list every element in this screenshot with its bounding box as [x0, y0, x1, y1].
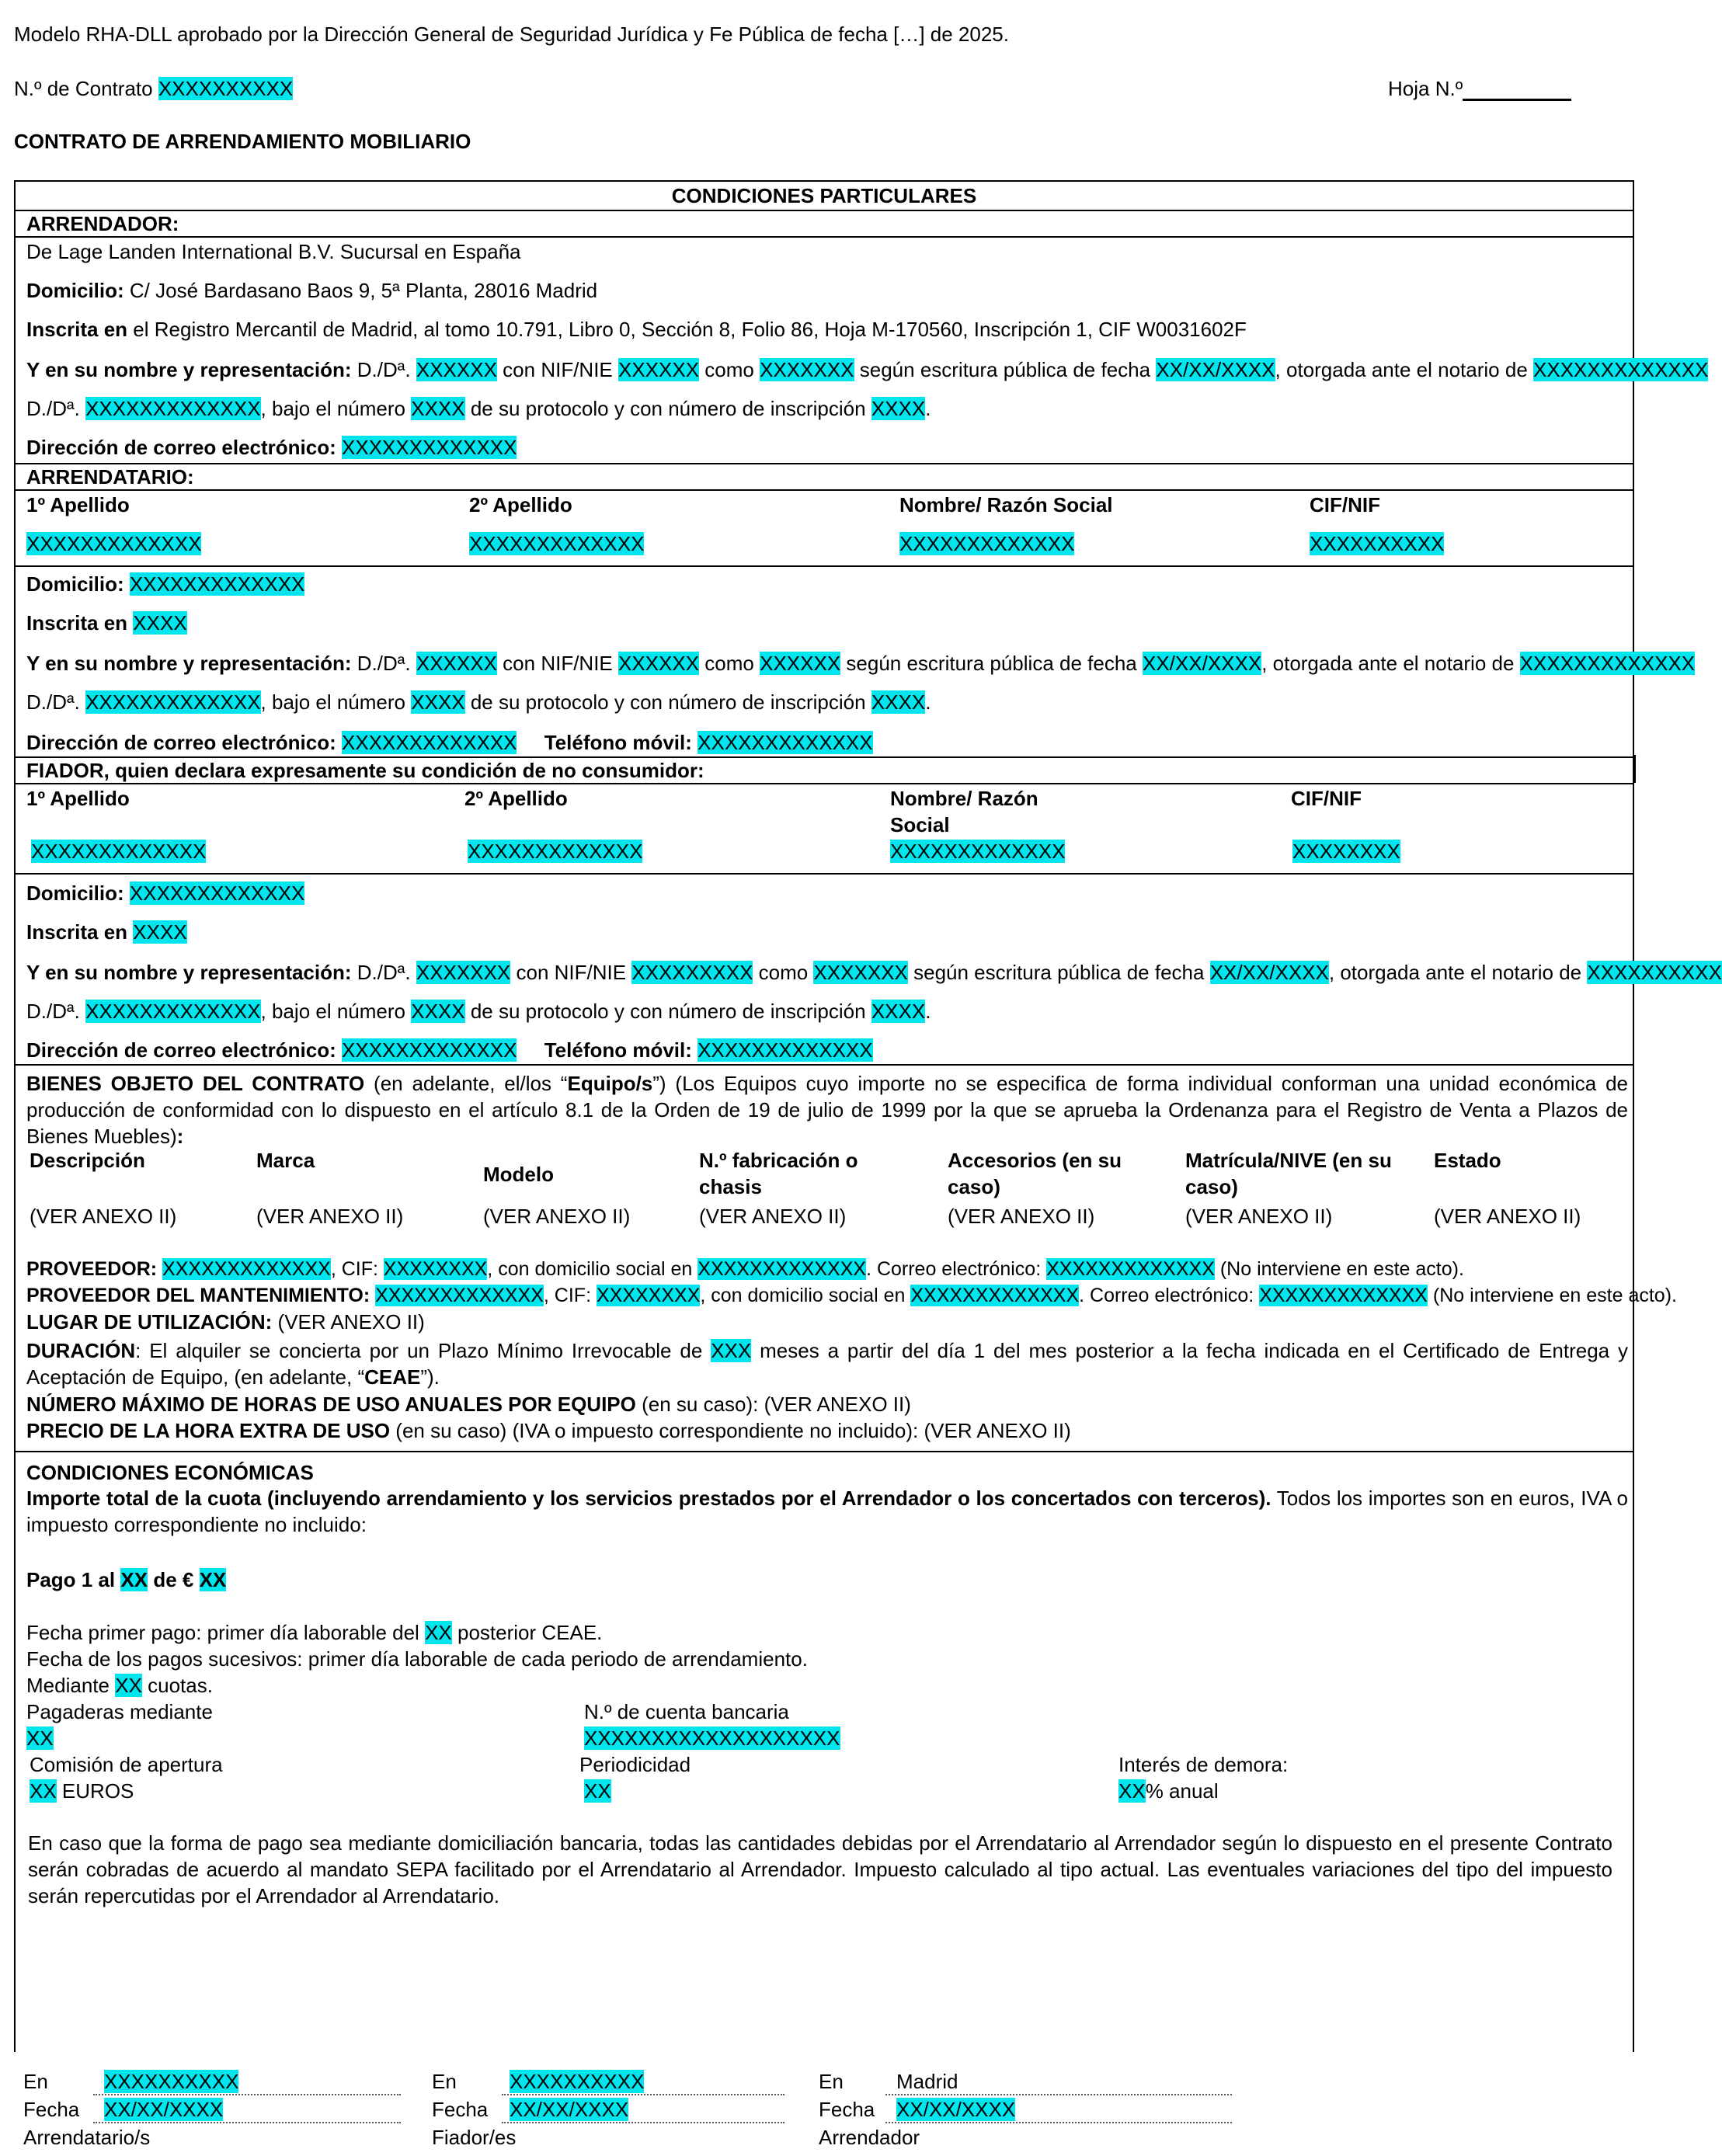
document-title: CONTRATO DE ARRENDAMIENTO MOBILIARIO — [14, 130, 471, 153]
contract-number-label: N.º de Contrato — [14, 77, 153, 100]
divider — [14, 489, 1634, 491]
representation-text: según escritura pública de fecha — [846, 652, 1137, 675]
payment-text: Pago 1 al — [26, 1568, 116, 1591]
goods-value-model: (VER ANEXO II) — [483, 1205, 631, 1228]
supplier-text: , con domicilio social en — [487, 1258, 693, 1280]
divider — [14, 873, 1634, 875]
field-value[interactable]: XXXXXXXXXX — [1310, 532, 1445, 555]
particular-conditions-title: CONDICIONES PARTICULARES — [671, 184, 977, 207]
supplier-line — [26, 1257, 1464, 1281]
first-payment-text: posterior CEAE. — [457, 1621, 603, 1644]
guarantor-cif-field[interactable] — [1292, 839, 1400, 864]
divider — [14, 463, 1634, 464]
representation-text: D./Dª. — [357, 358, 411, 381]
goods-text: : — [176, 1125, 184, 1148]
goods-col-plate: Matrícula/NIVE (en su — [1185, 1149, 1392, 1172]
representative-role-field[interactable]: XXXXXX — [760, 652, 841, 675]
supplier-email-field[interactable]: XXXXXXXXXXXXX — [1046, 1258, 1215, 1280]
lessor-place-value: Madrid — [896, 2070, 958, 2093]
late-interest-label: Interés de demora: — [1118, 1753, 1289, 1776]
lessee-place-label: En — [23, 2070, 48, 2093]
lessor-date-field[interactable] — [896, 2097, 1015, 2122]
goods-col-serial-cont: chasis — [699, 1175, 762, 1198]
phone-field[interactable]: XXXXXXXXXXXXX — [697, 731, 873, 754]
sheet-number-label: Hoja N.º — [1388, 77, 1463, 100]
goods-col-plate-cont: caso) — [1185, 1175, 1238, 1198]
lessor-email — [26, 435, 517, 460]
guarantor-contact — [26, 1038, 873, 1062]
address-value: C/ José Bardasano Baos 9, 5ª Planta, 28016 Madrid — [129, 279, 598, 302]
goods-value-plate: (VER ANEXO II) — [1185, 1205, 1333, 1228]
field-value[interactable]: XXXXXXXXXXXXX — [31, 840, 207, 863]
first-payment-date — [26, 1620, 602, 1645]
email-label: Dirección de correo electrónico: — [26, 1038, 336, 1062]
address-field[interactable]: XXXXXXXXXXXXX — [129, 882, 305, 905]
payment-amount-field[interactable]: XX — [199, 1568, 227, 1591]
bank-account-field[interactable] — [584, 1726, 840, 1751]
late-interest — [1118, 1779, 1219, 1803]
goods-col-status: Estado — [1434, 1149, 1501, 1172]
usage-location — [26, 1309, 425, 1334]
representation-text: D./Dª. — [357, 652, 411, 675]
field-value[interactable]: XXXXXXXXXXXXX — [899, 532, 1075, 555]
representation-text: según escritura pública de fecha — [859, 358, 1151, 381]
registry-label: Inscrita en — [26, 920, 128, 944]
field-value[interactable]: XXXXXXXXXXXXX — [468, 840, 643, 863]
duration-term: CEAE — [364, 1365, 421, 1389]
signature-line — [93, 2094, 401, 2095]
protocol-number-field[interactable]: XXXX — [411, 1000, 465, 1023]
supplier-label: PROVEEDOR: — [26, 1258, 158, 1280]
table-top-border — [14, 180, 1634, 182]
guarantor-date-label: Fecha — [432, 2098, 489, 2121]
signature-line — [885, 2122, 1232, 2123]
deed-date-field[interactable]: XX/XX/XXXX — [1156, 358, 1275, 381]
registry-label: Inscrita en — [26, 611, 128, 635]
representation-text: . — [925, 1000, 931, 1023]
email-label: Dirección de correo electrónico: — [26, 731, 336, 754]
duration-text: Equipo, (en adelante, “ — [160, 1365, 365, 1389]
late-interest-unit: % anual — [1145, 1779, 1219, 1803]
representation-text: , bajo el número — [260, 690, 405, 714]
payment-text: de € — [153, 1568, 194, 1591]
lessee-representation-continued — [26, 690, 931, 715]
representation-text: , bajo el número — [260, 397, 405, 420]
lessee-registry — [26, 610, 187, 635]
supplier-text: . Correo electrónico: — [866, 1258, 1042, 1280]
goods-value-brand: (VER ANEXO II) — [256, 1205, 404, 1228]
first-payment-field[interactable]: XX — [425, 1621, 452, 1644]
representative-nif-field[interactable]: XXXXXX — [618, 652, 700, 675]
guarantor-address — [26, 881, 304, 906]
maintenance-text: (No interviene en este acto). — [1432, 1285, 1677, 1306]
payment-1-line — [26, 1567, 226, 1592]
duration-label: DURACIÓN — [26, 1339, 136, 1362]
maintenance-text: . Correo electrónico: — [1079, 1285, 1254, 1306]
subsequent-payments-date: Fecha de los pagos sucesivos: primer día laborable de cada periodo de arrendamiento. — [26, 1647, 808, 1671]
field-value[interactable]: XXXXXXXXXX — [510, 2070, 645, 2093]
fee-amount-description — [26, 1485, 1628, 1538]
representation-text: con NIF/NIE — [503, 358, 613, 381]
representation-label: Y en su nombre y representación: — [26, 358, 352, 381]
representative-role-field[interactable]: XXXXXXX — [760, 358, 854, 381]
representation-text: D./Dª. — [26, 397, 80, 420]
goods-text: (en adelante, el/los “ — [374, 1072, 568, 1095]
extra-hour-price-value: (en su caso) (IVA o impuesto correspondiente no incluido): (VER ANEXO II) — [395, 1419, 1071, 1442]
maintenance-supplier-line — [26, 1283, 1677, 1308]
signature-line — [502, 2094, 784, 2095]
opening-fee-label: Comisión de apertura — [30, 1753, 223, 1776]
field-value[interactable]: XXXXXXXXXX — [104, 2070, 239, 2093]
representation-text: como — [704, 358, 754, 381]
representation-text: según escritura pública de fecha — [913, 961, 1205, 984]
goods-col-serial: N.º fabricación o — [699, 1149, 858, 1172]
representation-text: de su protocolo y con número de inscripción — [470, 397, 866, 420]
extra-hour-price-label: PRECIO DE LA HORA EXTRA DE USO — [26, 1419, 391, 1442]
model-approval-line: Modelo RHA-DLL aprobado por la Dirección General de Seguridad Jurídica y Fe Pública de fecha […] de 2025. — [14, 23, 1009, 46]
max-hours-line — [26, 1392, 911, 1417]
goods-col-model: Modelo — [483, 1163, 554, 1186]
lessee-surname1-field[interactable] — [26, 531, 201, 556]
representation-text: de su protocolo y con número de inscripción — [470, 1000, 866, 1023]
signature-line — [885, 2094, 1232, 2095]
goods-value-accessories: (VER ANEXO II) — [948, 1205, 1095, 1228]
lessee-heading: ARRENDATARIO: — [26, 465, 194, 489]
first-payment-text: Fecha primer pago: primer día laborable del — [26, 1621, 419, 1644]
protocol-number-field[interactable]: XXXX — [411, 397, 465, 420]
notary-name-field[interactable]: XXXXXXXXXXXXX — [85, 397, 261, 420]
lessee-cif-field[interactable] — [1310, 531, 1444, 556]
field-value[interactable]: XX/XX/XXXX — [104, 2098, 224, 2121]
periodicity-field[interactable] — [584, 1779, 611, 1803]
lessor-registry — [26, 317, 1247, 342]
guarantor-heading: FIADOR, quien declara expresamente su condición de no consumidor: — [26, 759, 704, 782]
lessee-representation — [26, 651, 1695, 676]
email-field[interactable]: XXXXXXXXXXXXX — [342, 731, 517, 754]
goods-value-status: (VER ANEXO II) — [1434, 1205, 1581, 1228]
phone-label: Teléfono móvil: — [544, 1038, 692, 1062]
inscription-number-field[interactable]: XXXX — [871, 690, 926, 714]
usage-location-value: (VER ANEXO II) — [277, 1310, 425, 1334]
representation-text: , otorgada ante el notario de — [1275, 358, 1528, 381]
guarantor-col-name: Nombre/ Razón — [890, 787, 1038, 810]
goods-text: ”) (Los Equipos cuyo importe no se especifica de forma individual conforman una unidad económica de producción de conformidad con lo dispuesto en el artículo 8.1 de la Orden de 19 de julio de 1999 por la que se aprueba la Ordenanza para el Registro de Venta a Plazos de Bienes Muebles) — [26, 1072, 1629, 1148]
representation-text: con NIF/NIE — [516, 961, 627, 984]
maintenance-name-field[interactable]: XXXXXXXXXXXXX — [375, 1285, 544, 1306]
registry-value: el Registro Mercantil de Madrid, al tomo 10.791, Libro 0, Sección 8, Folio 86, Hoja M-170560, Inscripción 1, CIF W0031602F — [133, 318, 1247, 341]
representation-label: Y en su nombre y representación: — [26, 961, 352, 984]
installments-text: cuotas. — [148, 1674, 213, 1697]
economic-conditions-heading: CONDICIONES ECONÓMICAS — [26, 1461, 314, 1484]
guarantor-surname2-field[interactable] — [468, 839, 642, 864]
opening-fee-field[interactable]: XX — [30, 1779, 57, 1803]
duration-months-field[interactable]: XXX — [711, 1339, 752, 1362]
lessee-date-label: Fecha — [23, 2098, 80, 2121]
guarantor-col-name-cont: Social — [890, 813, 950, 836]
sepa-clause: En caso que la forma de pago sea mediante domiciliación bancaria, todas las cantidades debidas por el Arrendatario al Arrendador según lo dispuesto en el presente Contrato serán cobradas de acuerdo al mandato SEPA facilitado por el Arrendatario al Arrendador. Impuesto calculado al tipo actual. Las eventuales variaciones del tipo del impuesto serán repercutidas por el Arrendador al Arrendatario. — [28, 1831, 1612, 1907]
protocol-number-field[interactable]: XXXX — [411, 690, 465, 714]
divider — [14, 783, 1634, 784]
duration-clause — [26, 1337, 1628, 1390]
representation-text: . — [925, 397, 931, 420]
periodicity-label: Periodicidad — [579, 1753, 691, 1776]
representation-text: como — [758, 961, 809, 984]
guarantor-col-surname1: 1º Apellido — [26, 787, 130, 810]
field-value[interactable]: XX — [584, 1779, 611, 1803]
lessor-representation-continued — [26, 396, 931, 421]
lessee-col-name: Nombre/ Razón Social — [899, 493, 1113, 516]
field-value[interactable]: XXXXXXXXXXXXXXXXXXX — [584, 1727, 840, 1750]
registry-label: Inscrita en — [26, 318, 128, 341]
representative-nif-field[interactable]: XXXXXX — [618, 358, 700, 381]
representation-text: con NIF/NIE — [503, 652, 613, 675]
representative-name-field[interactable]: XXXXXX — [416, 358, 497, 381]
supplier-text: , CIF: — [330, 1258, 378, 1280]
maintenance-email-field[interactable]: XXXXXXXXXXXXX — [1259, 1285, 1428, 1306]
field-value[interactable]: XX/XX/XXXX — [896, 2098, 1016, 2121]
notary-field[interactable]: XXXXXXXXXX — [1587, 961, 1722, 984]
divider — [14, 1451, 1634, 1452]
maintenance-label: PROVEEDOR DEL MANTENIMIENTO: — [26, 1285, 370, 1306]
field-value[interactable]: XX — [26, 1727, 54, 1750]
address-label: Domicilio: — [26, 279, 124, 302]
lessee-col-surname1: 1º Apellido — [26, 493, 130, 516]
guarantor-representation — [26, 960, 1722, 985]
lessor-signature-role: Arrendador — [819, 2126, 920, 2149]
fee-amount-text: Todos los importes son en euros, IVA o impuesto correspondiente no incluido: — [26, 1487, 1629, 1536]
representation-text: como — [704, 652, 754, 675]
duration-text: : El alquiler se concierta por un Plazo Mínimo Irrevocable de — [135, 1339, 703, 1362]
maintenance-text: , CIF: — [543, 1285, 592, 1306]
late-interest-field[interactable]: XX — [1118, 1779, 1146, 1803]
installments-text: Mediante — [26, 1674, 110, 1697]
maintenance-address-field[interactable]: XXXXXXXXXXXXX — [910, 1285, 1080, 1306]
email-label: Dirección de correo electrónico: — [26, 436, 336, 459]
payment-method-label: Pagaderas mediante — [26, 1700, 213, 1723]
registry-field[interactable]: XXXX — [133, 611, 187, 635]
phone-label: Teléfono móvil: — [544, 731, 692, 754]
representation-text: , otorgada ante el notario de — [1328, 961, 1582, 984]
notary-field[interactable]: XXXXXXXXXXXXX — [1519, 652, 1696, 675]
sheet-number-field[interactable] — [1463, 78, 1571, 101]
representation-text: . — [925, 690, 931, 714]
representation-text: D./Dª. — [26, 1000, 80, 1023]
supplier-text: (No interviene en este acto). — [1219, 1258, 1464, 1280]
deed-date-field[interactable]: XX/XX/XXXX — [1209, 961, 1329, 984]
notary-name-field[interactable]: XXXXXXXXXXXXX — [85, 1000, 261, 1023]
goods-value-serial: (VER ANEXO II) — [699, 1205, 847, 1228]
duration-text: ”). — [420, 1365, 440, 1389]
guarantor-col-cif: CIF/NIF — [1291, 787, 1362, 810]
phone-field[interactable]: XXXXXXXXXXXXX — [697, 1038, 873, 1062]
address-field[interactable]: XXXXXXXXXXXXX — [129, 572, 305, 596]
guarantor-place-field[interactable] — [510, 2069, 644, 2094]
contract-number-value[interactable]: XXXXXXXXXX — [158, 77, 294, 100]
divider — [14, 1064, 1634, 1066]
guarantor-representation-continued — [26, 999, 931, 1024]
table-right-border — [1633, 180, 1634, 2052]
goods-value-description: (VER ANEXO II) — [30, 1205, 177, 1228]
guarantor-place-label: En — [432, 2070, 457, 2093]
inscription-number-field[interactable]: XXXX — [871, 1000, 926, 1023]
max-hours-label: NÚMERO MÁXIMO DE HORAS DE USO ANUALES POR EQUIPO — [26, 1393, 636, 1416]
inscription-number-field[interactable]: XXXX — [871, 397, 926, 420]
goods-description — [26, 1070, 1628, 1149]
payment-period-field[interactable]: XX — [120, 1568, 148, 1591]
field-value[interactable]: XXXXXXXXXXXXX — [26, 532, 202, 555]
representation-text: D./Dª. — [357, 961, 411, 984]
opening-fee — [30, 1779, 134, 1803]
divider — [14, 565, 1634, 567]
divider — [14, 236, 1634, 238]
representation-text: de su protocolo y con número de inscripción — [470, 690, 866, 714]
representative-role-field[interactable]: XXXXXXX — [813, 961, 908, 984]
representation-text: , otorgada ante el notario de — [1261, 652, 1515, 675]
contract-number — [14, 76, 293, 101]
field-value[interactable]: XXXXXXXXXXXXX — [890, 840, 1066, 863]
lessor-representation — [26, 357, 1708, 382]
lessor-name: De Lage Landen International B.V. Sucursal en España — [26, 240, 521, 263]
guarantor-col-surname2: 2º Apellido — [464, 787, 568, 810]
maintenance-cif-field[interactable]: XXXXXXXX — [596, 1285, 701, 1306]
field-value[interactable]: XXXXXXXXXXXXX — [469, 532, 645, 555]
payment-method-field[interactable] — [26, 1726, 54, 1751]
signature-line — [502, 2122, 784, 2123]
table-left-border — [14, 180, 16, 2052]
notary-name-field[interactable]: XXXXXXXXXXXXX — [85, 690, 261, 714]
maintenance-text: , con domicilio social en — [700, 1285, 906, 1306]
lessee-signature-role: Arrendatario/s — [23, 2126, 151, 2149]
lessee-place-field[interactable] — [104, 2069, 238, 2094]
duration-text: meses a partir del día 1 del mes posterior a la fecha indicada en el Certificado de Entrega y Aceptación de — [26, 1339, 1629, 1389]
divider — [14, 210, 1634, 211]
supplier-name-field[interactable]: XXXXXXXXXXXXX — [162, 1258, 331, 1280]
guarantor-signature-role: Fiador/es — [432, 2126, 517, 2149]
goods-heading: BIENES OBJETO DEL CONTRATO — [26, 1072, 365, 1095]
installments-count-field[interactable]: XX — [115, 1674, 142, 1697]
usage-location-label: LUGAR DE UTILIZACIÓN: — [26, 1310, 273, 1334]
supplier-cif-field[interactable]: XXXXXXXX — [383, 1258, 488, 1280]
signature-line — [93, 2122, 401, 2123]
lessor-place-label: En — [819, 2070, 844, 2093]
email-field[interactable]: XXXXXXXXXXXXX — [342, 436, 517, 459]
field-value[interactable]: XXXXXXXX — [1292, 840, 1400, 863]
opening-fee-unit: EUROS — [61, 1779, 134, 1803]
extra-hour-price-line — [26, 1418, 1071, 1443]
lessee-date-field[interactable] — [104, 2097, 223, 2122]
guarantor-registry — [26, 920, 187, 944]
lessor-address — [26, 278, 597, 303]
lessor-date-label: Fecha — [819, 2098, 875, 2121]
fee-amount-title: Importe total de la cuota (incluyendo arrendamiento y los servicios prestados por el Arrendador o los concertados con terceros). — [26, 1487, 1271, 1510]
margin-mark — [1634, 755, 1636, 783]
representation-text: , bajo el número — [260, 1000, 405, 1023]
representation-label: Y en su nombre y representación: — [26, 652, 352, 675]
installments-line — [26, 1673, 213, 1698]
representative-name-field[interactable]: XXXXXX — [416, 652, 497, 675]
guarantor-name-field[interactable] — [890, 839, 1065, 864]
lessee-col-cif: CIF/NIF — [1310, 493, 1380, 516]
representative-name-field[interactable]: XXXXXXX — [416, 961, 511, 984]
lessee-surname2-field[interactable] — [469, 531, 644, 556]
lessee-contact — [26, 730, 873, 755]
registry-field[interactable]: XXXX — [133, 920, 187, 944]
max-hours-value: (en su caso): (VER ANEXO II) — [642, 1393, 911, 1416]
goods-col-accessories: Accesorios (en su — [948, 1149, 1122, 1172]
lessee-col-surname2: 2º Apellido — [469, 493, 572, 516]
representation-text: D./Dª. — [26, 690, 80, 714]
address-label: Domicilio: — [26, 572, 124, 596]
address-label: Domicilio: — [26, 882, 124, 905]
lessee-address — [26, 572, 304, 596]
goods-term: Equipo/s — [567, 1072, 653, 1095]
notary-field[interactable]: XXXXXXXXXXXXX — [1533, 358, 1709, 381]
goods-col-accessories-cont: caso) — [948, 1175, 1000, 1198]
goods-col-description: Descripción — [30, 1149, 145, 1172]
supplier-address-field[interactable]: XXXXXXXXXXXXX — [697, 1258, 867, 1280]
lessee-name-field[interactable] — [899, 531, 1074, 556]
sheet-number — [1388, 76, 1571, 101]
guarantor-surname1-field[interactable] — [31, 839, 206, 864]
deed-date-field[interactable]: XX/XX/XXXX — [1143, 652, 1262, 675]
goods-col-brand: Marca — [256, 1149, 315, 1172]
lessor-heading: ARRENDADOR: — [26, 212, 179, 235]
email-field[interactable]: XXXXXXXXXXXXX — [342, 1038, 517, 1062]
bank-account-label: N.º de cuenta bancaria — [584, 1700, 789, 1723]
representative-nif-field[interactable]: XXXXXXXXX — [631, 961, 753, 984]
guarantor-date-field[interactable] — [510, 2097, 628, 2122]
field-value[interactable]: XX/XX/XXXX — [510, 2098, 629, 2121]
